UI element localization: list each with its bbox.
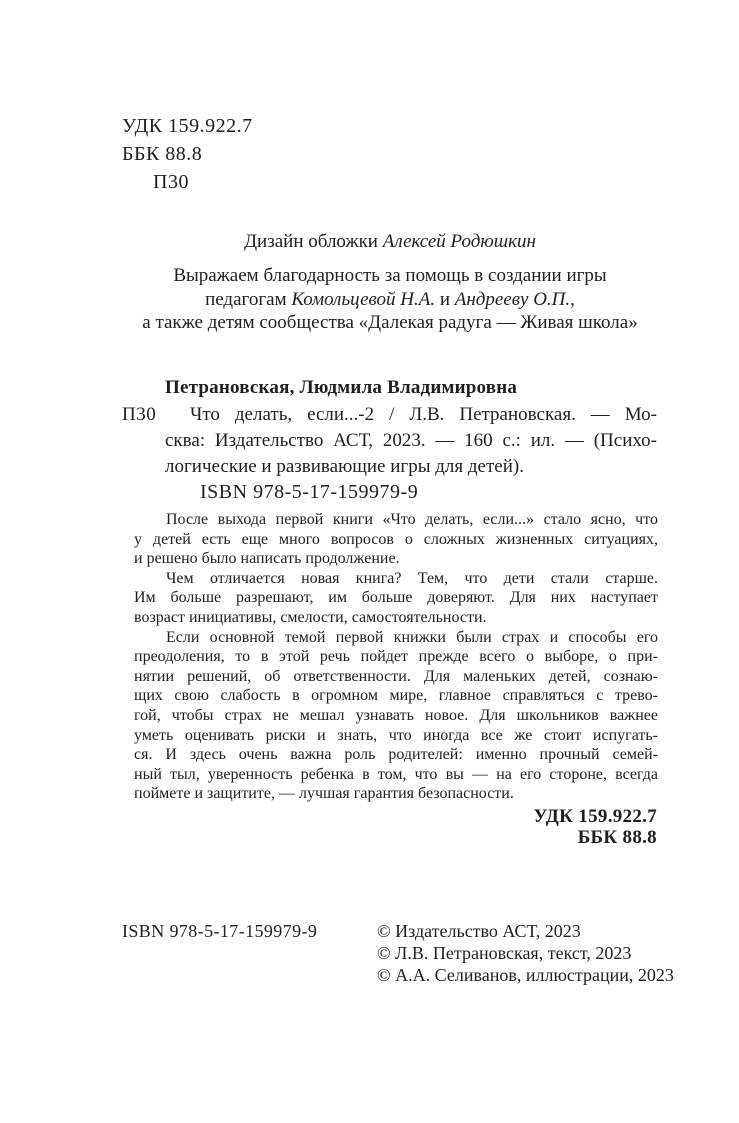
text-line: щих свою слабость в огромном мире, главное справляться с трево- (134, 687, 658, 705)
annotation-paragraph (134, 569, 658, 628)
isbn-footer: ISBN 978-5-17-159979-9 (122, 921, 318, 941)
text-line: поймете и защитите, — лучшая гарантия безопасности. (134, 785, 514, 803)
annotation-paragraph (134, 510, 658, 569)
top-classification-block (122, 112, 253, 196)
copyright-block (377, 920, 674, 986)
text-line: © Л.В. Петрановская, текст, 2023 (377, 943, 632, 963)
bbk-line: ББК 88.8 (122, 143, 203, 165)
acknowledgment-line: а также детям сообщества «Далекая радуга — Живая школа» (142, 312, 638, 333)
isbn-catalog: ISBN 978-5-17-159979-9 (200, 481, 419, 503)
text-line: После выхода первой книги «Что делать, если...» стало ясно, что (166, 511, 658, 528)
acknowledgment-line: Выражаем благодарность за помощь в создании игры (173, 265, 607, 286)
text-line: ный тыл, уверенность ребенка в том, что вы — на его стороне, всегда (134, 765, 658, 783)
text-line: © Издательство АСТ, 2023 (377, 921, 581, 941)
text-line: Чем отличается новая книга? Тем, что дети стали старше. (166, 569, 658, 587)
cover-design-label: Дизайн обложки (244, 231, 383, 252)
teacher-name: Андрееву О.П. (454, 288, 571, 310)
text-line: логические и развивающие игры для детей). (165, 456, 524, 477)
bibliographic-description (165, 402, 657, 480)
annotation-block (134, 510, 658, 804)
text-line: возраст инициативы, смелости, самостоятельности. (134, 608, 487, 626)
catalog-author: Петрановская, Людмила Владимировна (165, 377, 518, 398)
text-line: уметь оценивать риски и знать, что иногда все же стоит испугать- (134, 726, 658, 744)
text-line: преодоления, то в этой речь пойдет прежде всего о выборе, о при- (134, 648, 658, 666)
text-line: гой, чтобы страх не мешал узнавать новое. Для школьников важнее (134, 706, 658, 724)
catalog-code: П30 (122, 404, 157, 425)
text-line: ся. И здесь очень важна роль родителей: именно прочный семей- (134, 746, 658, 764)
author-sign-code: П30 (153, 171, 189, 193)
acknowledgment-line (102, 288, 678, 312)
bottom-classification-block (533, 806, 657, 848)
text-line: © А.А. Селиванов, иллюстрации, 2023 (377, 965, 674, 985)
udk-line-bold: УДК 159.922.7 (533, 806, 657, 827)
cover-designer-name: Алексей Родюшкин (382, 231, 536, 252)
udk-line: УДК 159.922.7 (122, 115, 253, 137)
bbk-line-bold: ББК 88.8 (577, 827, 657, 848)
text-line: нятии решений, об ответственности. Для маленьких детей, сознаю- (134, 667, 658, 685)
acknowledgment-text: , (570, 288, 575, 310)
annotation-paragraph (134, 628, 658, 804)
teacher-name: Комольцевой Н.А. (291, 288, 436, 310)
acknowledgment-text: и (435, 288, 455, 310)
text-line: Им больше разрешают, им больше доверяют. Для них наступает (134, 589, 658, 607)
acknowledgment-block (102, 264, 678, 335)
text-line: Если основной темой первой книжки были страх и способы его (166, 628, 658, 646)
text-line: сква: Издательство АСТ, 2023. — 160 с.: ил. — (Психо- (165, 430, 657, 451)
text-line: у детей есть еще много вопросов о сложных жизненных ситуациях, (134, 530, 658, 548)
cover-design-credit (122, 231, 658, 253)
text-line: Что делать, если...-2 / Л.В. Петрановская. — Мо- (190, 404, 657, 425)
text-line: и решено было написать продолжение. (134, 550, 400, 568)
acknowledgment-text: педагогам (205, 288, 292, 310)
